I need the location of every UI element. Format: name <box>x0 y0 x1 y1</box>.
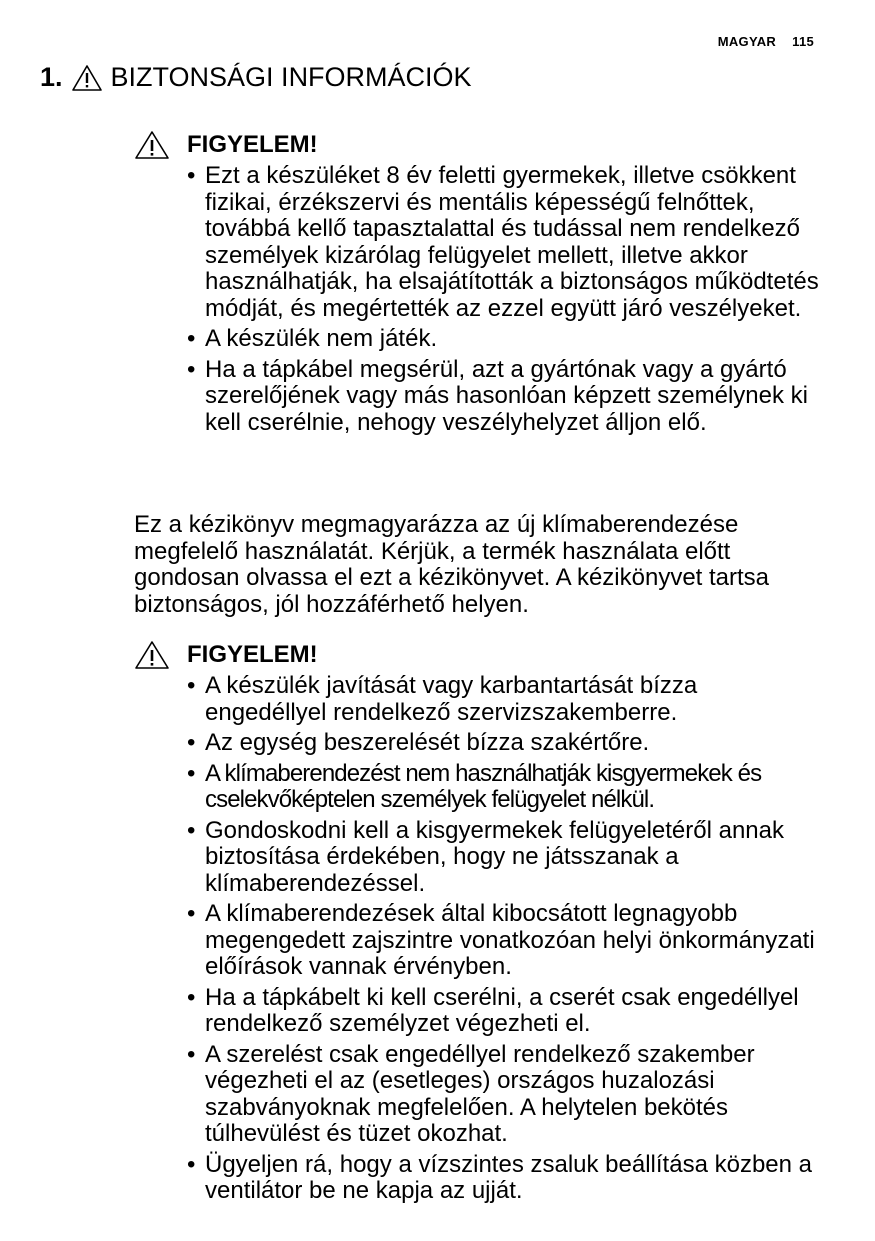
list-item-text: Ha a tápkábel megsérül, azt a gyártónak vagy a gyártó szerelőjének vagy más hasonlóan képzett személynek ki kell cserélnie, nehogy veszélyhelyzet álljon elő. <box>205 355 808 436</box>
list-item-text: A készülék nem játék. <box>205 325 438 352</box>
warning-title: FIGYELEM! <box>187 131 318 158</box>
list-item <box>187 1152 824 1205</box>
warning-triangle-icon <box>71 64 103 92</box>
bullet: • <box>187 325 196 352</box>
warning-list <box>187 163 824 436</box>
bullet: • <box>187 672 196 699</box>
bullet: • <box>187 355 196 383</box>
bullet: • <box>187 759 195 787</box>
bullet: • <box>187 983 196 1011</box>
warning-list <box>187 673 824 1205</box>
list-item-text: Az egység beszerelését bízza szakértőre. <box>205 729 650 756</box>
list-item-text: A készülék javítását vagy karbantartását bízza engedéllyel rendelkező szervizszakemberre. <box>205 672 698 726</box>
list-item <box>187 326 824 353</box>
list-item-text: Ha a tápkábelt ki kell cserélni, a cserét csak engedéllyel rendelkező személyzet végezheti el. <box>205 983 799 1037</box>
list-item <box>187 1042 824 1148</box>
bullet: • <box>187 1150 196 1178</box>
page-header <box>718 34 814 49</box>
header-language: MAGYAR <box>717 34 777 49</box>
bullet: • <box>187 729 196 756</box>
warning-title: FIGYELEM! <box>187 641 318 668</box>
list-item <box>187 761 824 814</box>
intro-paragraph: Ez a kézikönyv megmagyarázza az új klímaberendezése megfelelő használatát. Kérjük, a termék használata előtt gondosan olvassa el ezt a kézikönyvet. A kézikönyvet tartsa biztonságos, jól hozzáférhető helyen. <box>134 511 770 618</box>
warning-block-1 <box>134 129 824 440</box>
bullet: • <box>187 900 196 927</box>
bullet: • <box>187 816 196 844</box>
list-item-text: A szerelést csak engedéllyel rendelkező szakember végezheti el az (esetleges) országos huzalozási szabványoknak megfelelően. A helytelen bekötés túlhevülést és tüzet okozhat. <box>205 1040 755 1147</box>
list-item <box>187 818 824 898</box>
list-item-text: Ezt a készüléket 8 év feletti gyermekek, illetve csökkent fizikai, érzékszervi és mentális képességű felnőttek, továbbá kellő tapasztalattal és tudással nem rendelkező személyek kizárólag felügyelet mellett, illetve akkor használhatják, ha elsajátították a biztonságos működtetés módját, és megértették az ezzel együtt járó veszélyeket. <box>205 162 819 322</box>
list-item-text: A klímaberendezést nem használhatják kisgyermekek és cselekvőképtelen személyek felügyelet nélkül. <box>205 759 762 813</box>
bullet: • <box>187 1040 196 1068</box>
chapter-heading <box>40 62 472 93</box>
list-item <box>187 901 824 981</box>
list-item <box>187 357 824 437</box>
warning-heading <box>134 129 824 161</box>
warning-triangle-icon <box>134 640 170 670</box>
list-item-text: Gondoskodni kell a kisgyermekek felügyeletéről annak biztosítása érdekében, hogy ne játsszanak a klímaberendezéssel. <box>205 816 784 897</box>
list-item-text: A klímaberendezések által kibocsátott legnagyobb megengedett zajszintre vonatkozóan helyi önkormányzati előírások vannak érvényben. <box>205 900 815 980</box>
list-item <box>187 673 824 726</box>
header-page-number: 115 <box>792 34 814 49</box>
chapter-title: BIZTONSÁGI INFORMÁCIÓK <box>110 62 472 92</box>
warning-heading <box>134 639 824 671</box>
bullet: • <box>187 162 196 189</box>
list-item <box>187 985 824 1038</box>
chapter-number: 1. <box>40 62 63 92</box>
list-item <box>187 730 824 757</box>
warning-triangle-icon <box>134 130 170 160</box>
list-item-text: Ügyeljen rá, hogy a vízszintes zsaluk beállítása közben a ventilátor be ne kapja az ujját. <box>205 1150 812 1204</box>
warning-block-2 <box>134 639 824 1209</box>
list-item <box>187 163 824 322</box>
